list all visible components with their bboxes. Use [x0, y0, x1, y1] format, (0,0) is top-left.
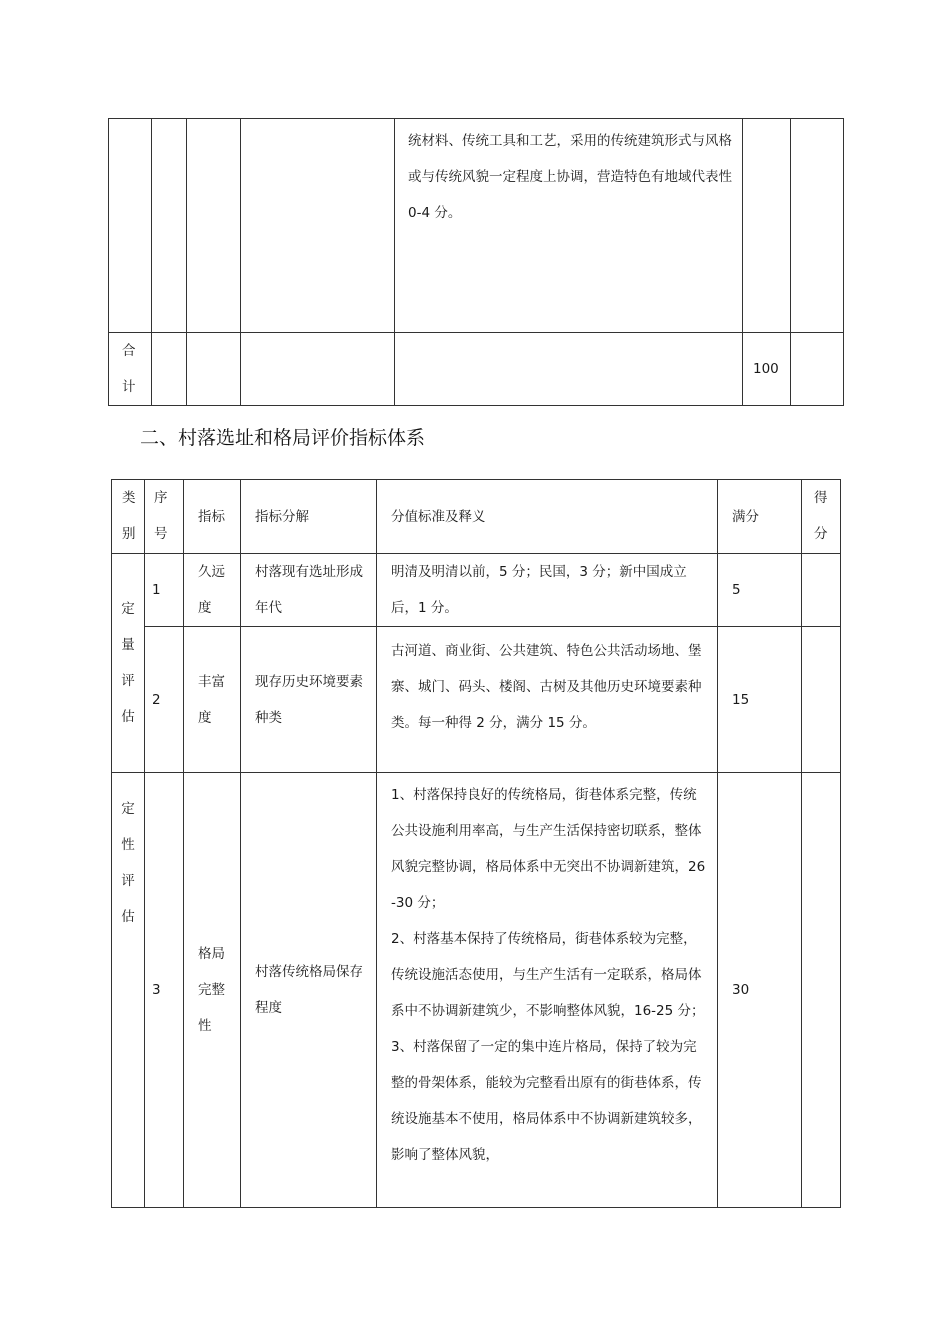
table-cell [241, 119, 395, 333]
criteria-item: 2、村落基本保持了传统格局，街巷体系较为完整，传统设施活态使用，与生产生活有一定联系，格局体系中不协调新建筑少，不影响整体风貌，16-25 分； [391, 931, 705, 1019]
criteria-cell [377, 773, 718, 1208]
seq-cell: 3 [145, 773, 184, 1208]
category-char: 评 [121, 673, 135, 689]
category-char: 估 [121, 709, 135, 725]
site-layout-evaluation-table [111, 479, 841, 1208]
total-row [109, 333, 844, 406]
header-full-score: 满分 [718, 480, 802, 554]
category-char: 估 [121, 909, 135, 925]
category-char: 评 [121, 873, 135, 889]
table-cell [187, 119, 241, 333]
total-score-cell: 100 [743, 333, 791, 406]
criteria-item: 3、村落保留了一定的集中连片格局，保持了较为完整的骨架体系，能较为完整看出原有的街巷体系，传统设施基本不使用，格局体系中不协调新建筑较多，影响了整体风貌， [391, 1039, 702, 1163]
table-cell [395, 333, 743, 406]
header-row [112, 480, 841, 554]
criteria-cell: 统材料、传统工具和工艺，采用的传统建筑形式与风格或与传统风貌一定程度上协调，营造特色有地域代表性 0-4 分。 [395, 119, 743, 333]
score-cell [802, 773, 841, 1208]
full-score-cell: 15 [718, 627, 802, 773]
table-cell [241, 333, 395, 406]
category-char: 定 [121, 601, 135, 617]
table-row [112, 627, 841, 773]
table-cell [109, 119, 152, 333]
criteria-cell: 明清及明清以前，5 分；民国，3 分；新中国成立后，1 分。 [377, 554, 718, 627]
full-score-cell: 30 [718, 773, 802, 1208]
qualitative-category-cell [112, 773, 145, 1208]
indicator-cell: 久远度 [184, 554, 241, 627]
breakdown-cell: 村落现有选址形成年代 [241, 554, 377, 627]
criteria-cell: 古河道、商业街、公共建筑、特色公共活动场地、堡寨、城门、码头、楼阁、古树及其他历史环境要素种类。每一种得 2 分，满分 15 分。 [377, 627, 718, 773]
header-indicator: 指标 [184, 480, 241, 554]
header-char: 序 [154, 490, 168, 506]
table-cell [743, 119, 791, 333]
criteria-item: 1、村落保持良好的传统格局，街巷体系完整，传统公共设施利用率高，与生产生活保持密切联系，整体风貌完整协调，格局体系中无突出不协调新建筑，26-30 分； [391, 787, 706, 911]
score-cell [802, 627, 841, 773]
full-score-cell: 5 [718, 554, 802, 627]
table-row [109, 119, 844, 333]
header-char: 得 [814, 490, 828, 506]
header-char: 分 [814, 526, 828, 542]
category-char: 性 [121, 837, 135, 853]
category-char: 量 [121, 637, 135, 653]
header-char: 别 [122, 526, 136, 542]
category-char: 定 [121, 801, 135, 817]
seq-cell: 2 [145, 627, 184, 773]
evaluation-table-continued [108, 118, 844, 406]
header-char: 类 [122, 490, 136, 506]
header-score [802, 480, 841, 554]
header-char: 号 [154, 526, 168, 542]
table-cell [152, 333, 187, 406]
breakdown-cell: 现存历史环境要素种类 [241, 627, 377, 773]
table-row [112, 554, 841, 627]
total-label-char: 计 [122, 379, 136, 395]
header-breakdown: 指标分解 [241, 480, 377, 554]
total-label-cell [109, 333, 152, 406]
breakdown-cell: 村落传统格局保存程度 [241, 773, 377, 1208]
quantitative-category-cell [112, 554, 145, 773]
table-cell [791, 119, 844, 333]
score-cell [802, 554, 841, 627]
seq-cell: 1 [145, 554, 184, 627]
header-category [112, 480, 145, 554]
table-cell [187, 333, 241, 406]
table-cell [791, 333, 844, 406]
header-criteria: 分值标准及释义 [377, 480, 718, 554]
indicator-cell: 丰富度 [184, 627, 241, 773]
table-cell [152, 119, 187, 333]
table-row [112, 773, 841, 1208]
section-heading: 二、村落选址和格局评价指标体系 [140, 427, 426, 449]
indicator-cell: 格局完整性 [184, 773, 241, 1208]
header-seq [145, 480, 184, 554]
total-label-char: 合 [122, 343, 136, 359]
